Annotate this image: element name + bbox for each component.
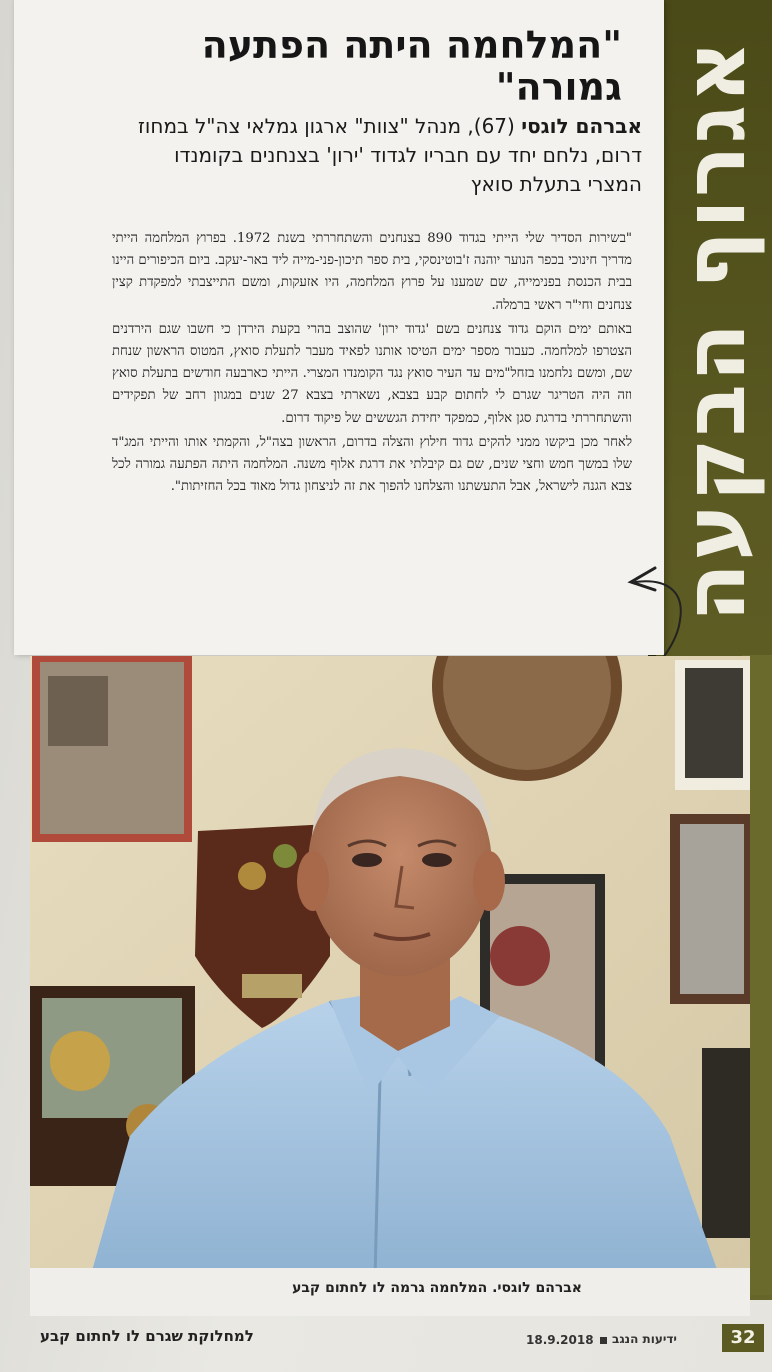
section-title: אגרוף הבקעה <box>665 38 765 622</box>
subhead-rest: (67), מנהל "צוות" ארגון גמלאי צה"ל במחוז דרום, נלחם יחד עם חבריו לגדוד 'ירון' בצנחנים בקומנדו המצרי בתעלת סואץ <box>138 114 642 196</box>
article-headline: "המלחמה היתה הפתעה גמורה" <box>201 23 622 109</box>
subhead-name: אברהם לוגסי <box>521 114 642 138</box>
next-caption-fragment: למחלוקת שגרם לו לחתום קבע <box>40 1327 254 1345</box>
issue-date: 18.9.2018 <box>526 1333 594 1347</box>
body-paragraph-2: באותם ימים הוקם גדוד צנחנים בשם 'גדוד ירון' שהוצב בהרי בקעת הירדן כי חשבו שגם הירדנים הצטרפו למלחמה. כעבור מספר ימים הטיסו אותנו לפאיד מעבר לתעלת סואץ, המטוס הראשון שנחת שם, ומשם נלחמנו בזחל"מים עד העיר סואץ נגד הקומנדו המצרי. הייתי כארבעה חודשים בתעלת סואץ וזה היה הטריגר שגרם לי לחתום קבע בצבא, נשארתי בצבא 27 שנים במגוון רחב של תפקידים והשתחררתי בדרגת סגן אלוף, כמפקד יחידת הגששים של פיקוד דרום. <box>112 321 632 426</box>
publication-name: ידיעות הנגב <box>612 1332 677 1346</box>
page-number: 32 <box>722 1324 764 1352</box>
portrait-illustration <box>30 656 750 1278</box>
photo-caption: אברהם לוגסי. המלחמה גרמה לו לחתום קבע <box>292 1280 582 1296</box>
portrait-photo <box>30 656 750 1278</box>
separator-square <box>600 1337 607 1344</box>
article-subhead <box>122 112 642 199</box>
body-paragraph-1: "בשירות הסדיר שלי הייתי בגדוד 890 בצנחנים והשתחררתי בשנת 1972. בפרוץ המלחמה הייתי מדריך חינוכי בכפר הנוער יוהנה ז'בוטינסקי, בית ספר תיכון-פני-מייה ליד באר-יעקב. ביום הכיפורים היינו בבית הכנסת בפנימייה, שם שמענו על פרוץ המלחמה, היו אזעקות, ומשם התייצבתי למפקדת קצין צנחנים וחי"ר ראשי ברמלה. <box>112 231 632 313</box>
body-paragraph-3: לאחר מכן ביקשו ממני להקים גדוד חילוץ והצלה בדרום, הראשון בצה"ל, והקמתי אותו והייתי המג"ד שלו במשך חמש וחצי שנים, שם גם קיבלתי את דרגת אלוף משנה. המלחמה היתה הפתעה גמורה לכל צבא הגנה לישראל, אבל התעשתנו והצלחנו להפוך את זה לניצחון גדול מאוד בכל החזיתות". <box>112 434 632 495</box>
article-body <box>112 228 632 500</box>
